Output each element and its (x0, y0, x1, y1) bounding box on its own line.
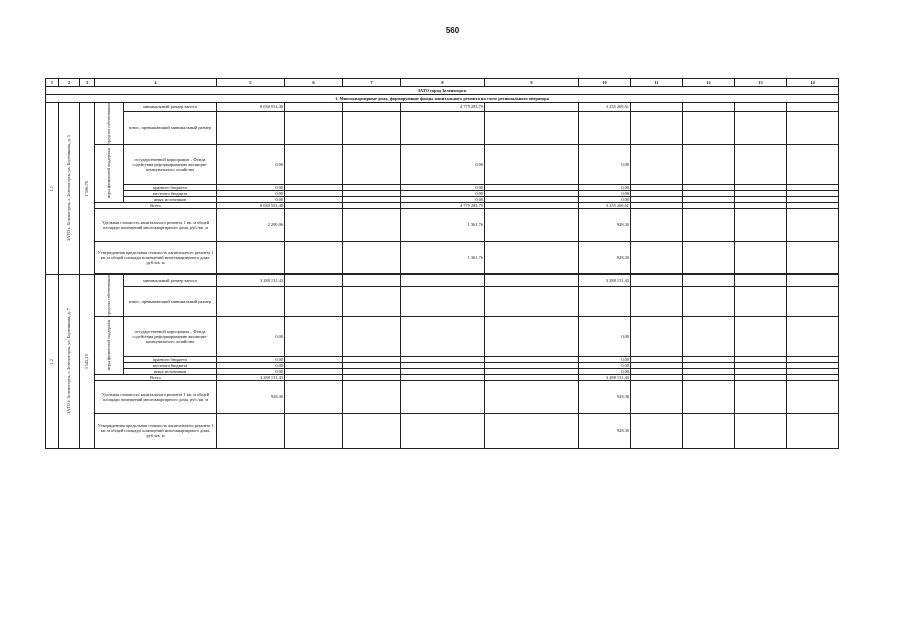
h2-krai-c5: 0,00 (217, 356, 285, 362)
h1-limit-cost-row (46, 241, 839, 273)
h2-num: 1.2 (46, 274, 59, 448)
h1-corp-c5: 0,00 (217, 144, 285, 184)
h1-unit-cost-row (46, 208, 839, 241)
col-num-7: 7 (343, 79, 401, 87)
region-title: ЗАТО город Зеленогорск (46, 87, 839, 95)
column-number-row (46, 79, 839, 87)
col-num-6: 6 (285, 79, 343, 87)
h2-total-c10: 3 288 131,43 (579, 374, 631, 380)
h1-total-label: Всего (95, 202, 217, 208)
h1-min-fee-c5: 8 030 553,40 (217, 103, 285, 112)
h2-limit-cost-label: Утвержденная предельная стоимость капитального ремонта 1 кв. м общей площади помещений многоквартирного дома, руб./кв. м (95, 413, 217, 448)
h1-total-c8: 4 775 283,79 (401, 202, 485, 208)
h2-other-label: иных источников (124, 368, 217, 374)
h2-area: 3 542,10 (80, 274, 95, 448)
h1-min-fee-row (46, 103, 839, 112)
col-num-5: 5 (217, 79, 285, 87)
h1-address: ЗАТО г. Зеленогорск, г. Зеленогорск, ул. Бортникова, д. 5 (59, 103, 80, 275)
h1-krai-c8: 0,00 (401, 184, 485, 190)
h1-min-fee-c8: 4 775 283,79 (401, 103, 485, 112)
h1-unit-cost-c8: 1 361,76 (401, 208, 485, 241)
h1-total-c10: 3 255 269,61 (579, 202, 631, 208)
h2-min-fee-c10: 3 288 131,43 (579, 274, 631, 286)
h1-area: 1 506,70 (80, 103, 95, 275)
h1-other-c10: 0,00 (579, 196, 631, 202)
h2-corp-c5: 0,00 (217, 316, 285, 356)
h1-corp-c10: 0,00 (579, 144, 631, 184)
h1-support-label: меры финансовой поддержки (95, 144, 124, 202)
h1-other-label: иных источников (124, 196, 217, 202)
h2-min-fee-c5: 3 288 131,43 (217, 274, 285, 286)
h1-total-c5: 8 030 553,40 (217, 202, 285, 208)
h1-unit-cost-c10: 928,30 (579, 208, 631, 241)
h2-unit-cost-row (46, 380, 839, 413)
h2-local-c10: 0,00 (579, 362, 631, 368)
h2-total-label: Всего (95, 374, 217, 380)
col-num-8: 8 (401, 79, 485, 87)
page-number: 560 (445, 26, 460, 35)
capital-repair-table (45, 78, 839, 449)
h1-over-fee-row (46, 111, 839, 144)
h2-krai-label: краевого бюджета (124, 356, 217, 362)
section-title: 1. Многоквартирные дома, формирующие фонды капитального ремонта на счете регионального оператора (46, 95, 839, 103)
h1-corp-c8: 0,00 (401, 144, 485, 184)
h2-unit-cost-c10: 928,30 (579, 380, 631, 413)
h1-local-label: местного бюджета (124, 190, 217, 196)
h2-local-label: местного бюджета (124, 362, 217, 368)
h1-unit-cost-label: Удельная стоимость капитального ремонта 1 кв. м общей площади помещений многоквартирного дома, руб./кв. м (95, 208, 217, 241)
h2-other-c5: 0,00 (217, 368, 285, 374)
h2-corp-label: государственной корпорации – Фонда содействия реформированию жилищно-коммунального хозяйства (124, 316, 217, 356)
col-num-11: 11 (631, 79, 683, 87)
h1-min-fee-c10: 3 255 269,61 (579, 103, 631, 112)
h1-krai-c10: 0,00 (579, 184, 631, 190)
h1-local-c8: 0,00 (401, 190, 485, 196)
h2-corp-row (46, 316, 839, 356)
col-num-10: 10 (579, 79, 631, 87)
h1-unit-cost-c5: 2 290,06 (217, 208, 285, 241)
h2-krai-c10: 0,00 (579, 356, 631, 362)
h1-over-fee-label: взнос, превышающий минимальный размер (124, 111, 217, 144)
h1-min-fee-label: минимальный размер взноса (124, 103, 217, 112)
h1-corp-row (46, 144, 839, 184)
h2-local-c5: 0,00 (217, 362, 285, 368)
col-num-14: 14 (787, 79, 839, 87)
h2-owners-funds-label: средства собственников (95, 274, 124, 316)
h1-owners-funds-label: средства собственников (95, 103, 124, 145)
h2-unit-cost-label: Удельная стоимость капитального ремонта 1 кв. м общей площади помещений многоквартирного дома, руб./кв. м (95, 380, 217, 413)
h2-support-label: меры финансовой поддержки (95, 316, 124, 374)
h2-min-fee-label: минимальный размер взноса (124, 274, 217, 286)
col-num-12: 12 (683, 79, 735, 87)
col-num-9: 9 (485, 79, 579, 87)
h2-over-fee-label: взнос, превышающий минимальный размер (124, 286, 217, 316)
h2-min-fee-row (46, 274, 839, 286)
col-num-4: 4 (95, 79, 217, 87)
h2-corp-c10: 0,00 (579, 316, 631, 356)
h1-corp-label: государственной корпорации – Фонда содействия реформированию жилищно-коммунального хозяйства (124, 144, 217, 184)
col-num-1: 1 (46, 79, 59, 87)
h1-local-c10: 0,00 (579, 190, 631, 196)
h2-limit-cost-row (46, 413, 839, 448)
h1-local-c5: 0,00 (217, 190, 285, 196)
col-num-3: 3 (80, 79, 95, 87)
h1-limit-cost-c10: 928,30 (579, 241, 631, 273)
h2-total-c5: 3 288 131,43 (217, 374, 285, 380)
h1-other-c5: 0,00 (217, 196, 285, 202)
h2-address: ЗАТО г. Зеленогорск, г. Зеленогорск, ул. Бортникова, д. 7 (59, 274, 80, 448)
h1-limit-cost-label: Утвержденная предельная стоимость капитального ремонта 1 кв. м общей площади помещений многоквартирного дома, руб./кв. м (95, 241, 217, 273)
h1-num: 1.1 (46, 103, 59, 275)
h1-limit-cost-c8: 1 361,76 (401, 241, 485, 273)
col-num-2: 2 (59, 79, 80, 87)
h1-other-c8: 0,00 (401, 196, 485, 202)
col-num-13: 13 (735, 79, 787, 87)
h2-other-c10: 0,00 (579, 368, 631, 374)
h2-unit-cost-c5: 928,30 (217, 380, 285, 413)
h2-over-fee-row (46, 286, 839, 316)
h1-krai-c5: 0,00 (217, 184, 285, 190)
h1-krai-label: краевого бюджета (124, 184, 217, 190)
section-row (46, 95, 839, 103)
h2-limit-cost-c10: 928,30 (579, 413, 631, 448)
region-row (46, 87, 839, 95)
